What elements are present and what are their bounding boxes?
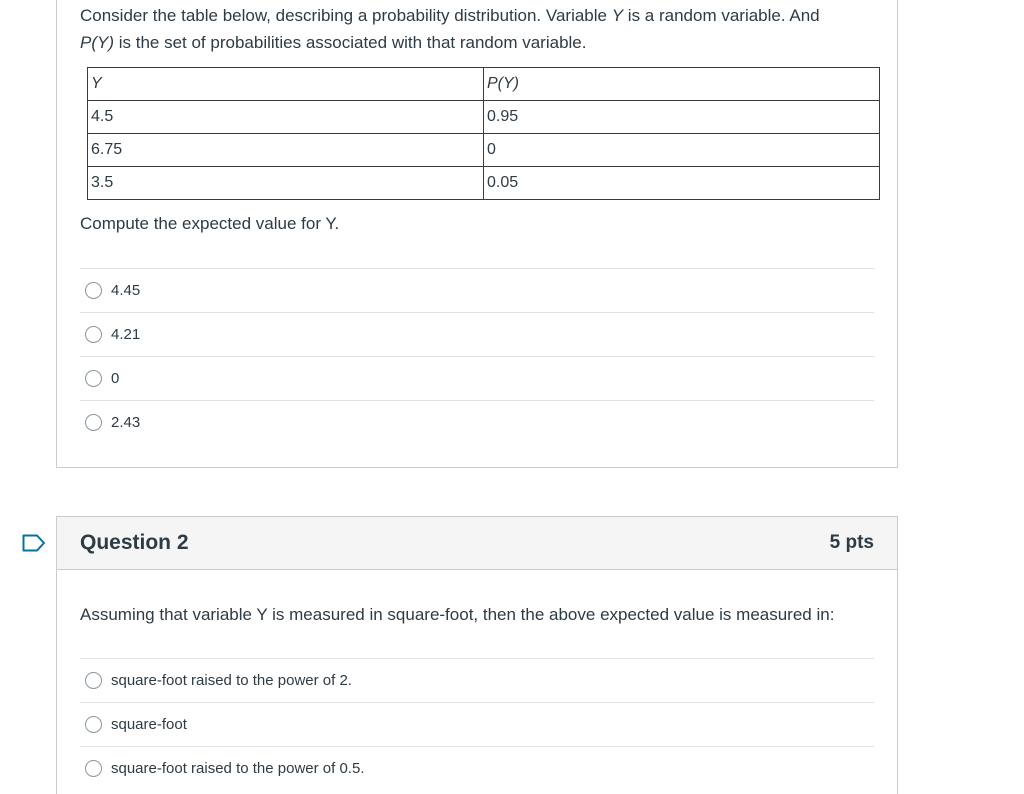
intro-text: Consider the table below, describing a probability distribution. Variable xyxy=(80,6,612,25)
intro-text: is a random variable. And xyxy=(623,6,820,25)
radio-button[interactable] xyxy=(85,282,102,299)
bookmark-flag-icon[interactable] xyxy=(22,534,46,552)
answer-option[interactable] xyxy=(80,268,874,312)
answer-option[interactable] xyxy=(80,312,874,356)
question-1-prompt: Compute the expected value for Y. xyxy=(80,214,340,233)
answer-label: square-foot raised to the power of 0.5. xyxy=(111,760,365,777)
answer-label: square-foot raised to the power of 2. xyxy=(111,672,352,689)
answer-label: square-foot xyxy=(111,716,187,733)
answer-label: 0 xyxy=(111,370,120,387)
radio-button[interactable] xyxy=(85,414,102,431)
table-cell: 0 xyxy=(484,134,880,167)
table-row xyxy=(88,134,880,167)
question-1-answers xyxy=(80,268,874,444)
table-cell: 0.05 xyxy=(484,167,880,200)
table-header-row xyxy=(88,68,880,101)
table-row xyxy=(88,101,880,134)
radio-button[interactable] xyxy=(85,672,102,689)
table-header-py: P(Y) xyxy=(484,68,880,101)
probability-table xyxy=(87,67,880,200)
question-2-points: 5 pts xyxy=(829,532,874,553)
question-2-header xyxy=(57,517,897,570)
radio-button[interactable] xyxy=(85,370,102,387)
answer-option[interactable] xyxy=(80,356,874,400)
table-cell: 3.5 xyxy=(88,167,484,200)
intro-text: is the set of probabilities associated with that random variable. xyxy=(114,33,587,52)
question-2-title: Question 2 xyxy=(80,531,189,554)
question-2-text: Assuming that variable Y is measured in square-foot, then the above expected value is measured in: xyxy=(80,605,835,624)
radio-button[interactable] xyxy=(85,716,102,733)
answer-option[interactable] xyxy=(80,702,874,746)
table-row xyxy=(88,167,880,200)
answer-option[interactable] xyxy=(80,746,874,790)
question-2-panel xyxy=(56,516,898,794)
table-header-y: Y xyxy=(88,68,484,101)
table-cell: 0.95 xyxy=(484,101,880,134)
answer-label: 2.43 xyxy=(111,414,141,431)
answer-option[interactable] xyxy=(80,400,874,444)
answer-label: 4.21 xyxy=(111,326,141,343)
question-2-answers xyxy=(80,658,874,790)
question-1-text xyxy=(80,2,880,56)
radio-button[interactable] xyxy=(85,326,102,343)
answer-label: 4.45 xyxy=(111,282,141,299)
intro-variable: P(Y) xyxy=(80,33,114,52)
intro-variable: Y xyxy=(611,6,624,25)
table-cell: 6.75 xyxy=(88,134,484,167)
answer-option[interactable] xyxy=(80,658,874,702)
question-1-panel xyxy=(56,0,898,468)
table-cell: 4.5 xyxy=(88,101,484,134)
radio-button[interactable] xyxy=(85,760,102,777)
